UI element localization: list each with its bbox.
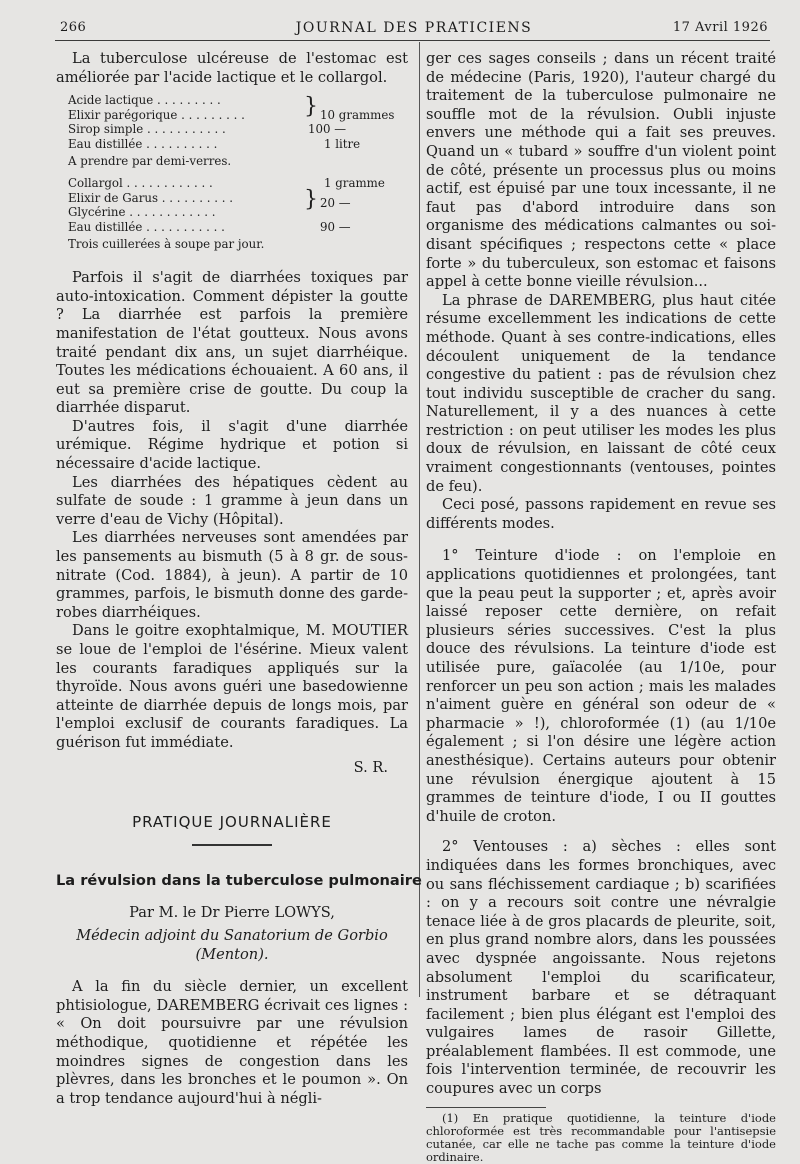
formula-quantity: 90 —	[320, 219, 351, 234]
body-paragraph: Dans le goitre exophtalmique, M. MOUTIER se loue de l'emploi de l'ésérine. Mieux valent les courants faradiques appliqués sur la thyroïde. Nous avons guéri une basedowienne atteinte de diarrhée depuis de longs mois, par l'emploi exclusif de courants faradiques. La guérison fut immédiate.	[56, 622, 408, 751]
body-paragraph: Les diarrhées des hépatiques cèdent au sulfate de soude : 1 gramme à jeun dans un verre d'eau de Vichy (Hôpital).	[56, 473, 408, 528]
body-paragraph: D'autres fois, il s'agit d'une diarrhée urémique. Régime hydrique et potion si nécessaire d'acide lactique.	[56, 417, 408, 473]
footnote: (1) En pratique quotidienne, la teinture d'iode chloroformée est très recommandable pour l'antisepsie cutanée, car elle ne tache pas comme la teinture d'iode ordinaire.	[426, 1110, 776, 1164]
left-column	[56, 50, 422, 1108]
body-paragraph: Les diarrhées nerveuses sont amendées par les pansements au bismuth (5 à 8 gr. de sous-nitrate (Cod. 1884), à jeun). A partir de 10 grammes, parfois, le bismuth donne des garde-robes diarrhéiques.	[56, 529, 408, 621]
brace-glyph: }	[304, 93, 318, 119]
article-author: Par M. le Dr Pierre LOWYS,	[129, 904, 335, 922]
issue-date: 17 Avril 1926	[672, 20, 768, 35]
formula-ingredient: Elixir parégorique . . . . . . . . .	[68, 107, 245, 122]
formula-quantity: 10 grammes	[320, 107, 395, 122]
formula-row	[68, 93, 408, 108]
formula-row	[68, 186, 408, 212]
section-title: PRATIQUE JOURNALIÈRE	[132, 813, 332, 832]
formula-instructions: A prendre par demi-verres.	[68, 153, 232, 168]
body-paragraph: Parfois il s'agit de diarrhées toxiques par auto-intoxication. Comment dépister la goutte ? La diarrhée est parfois la première manifestation de l'état goutteux. Nous avons traité pendant dix ans, un sujet diarrhéique. Toutes les médications échouaient. A 60 ans, il eut sa première crise de goutte. Du coup la diarrhée disparut.	[56, 269, 408, 417]
formula-ingredient: Elixir de Garus . . . . . . . . . .	[68, 190, 234, 205]
formula-row	[68, 220, 408, 235]
intro-paragraph: La tuberculose ulcéreuse de l'estomac est améliorée par l'acide lactique et le collargol.	[56, 50, 408, 86]
journal-title: JOURNAL DES PRATICIENS	[295, 20, 533, 36]
formula-ingredient: Acide lactique . . . . . . . . .	[68, 93, 221, 108]
page-number: 266	[60, 20, 87, 35]
page-header	[60, 18, 768, 40]
column-rule	[419, 42, 420, 997]
body-paragraph: 1° Teinture d'iode : on l'emploie en applications quotidiennes et prolongées, tant que la peau peut la supporter ; et, après avoir laissé reposer cette dernière, on refait plusieurs séries successives. C'est la plus douce des révulsions. La teinture d'iode est utilisée pure, gaïacolée (au 1/10e, pour renforcer un peu son action ; mais les malades n'aiment guère en général son odeur de « pharmacie » !), chloroformée (1) (au 1/10e également ; si l'on désire une légère action anesthésique). Certains auteurs pour obtenir une révulsion énergique ajoutent à 15 grammes de teinture d'iode, I ou II gouttes d'huile de croton.	[426, 547, 776, 825]
body-paragraph: 2° Ventouses : a) sèches : elles sont indiquées dans les formes bronchiques, avec ou sans fléchissement cardiaque ; b) scarifiées : on y a recours soit contre une névralgie tenace liée à de gros placards de pleurite, soit, en plus grand nombre alors, dans les poussées avec dyspnée angoissante. Nous rejetons absolument l'emploi du scarificateur, instrument barbare et se détraquant facilement ; bien plus élégant est l'emploi des vulgaires lames de rasoir Gillette, préalablement flambées. Il est commode, une fois l'intervention terminée, de recouvrir les coupures avec un corps	[426, 838, 776, 1098]
header-rule	[55, 40, 770, 41]
brace-glyph: }	[304, 186, 318, 212]
body-paragraph: A la fin du siècle dernier, un excellent phtisiologue, DAREMBERG écrivait ces lignes : « On doit poursuivre par une révulsion méthodique, quotidienne et répétée les moindres signes de congestion dans les plèvres, dans les bronches et le poumon ». On a trop tendance aujourd'hui à négli-	[56, 978, 408, 1107]
formula-quantity: 20 —	[320, 195, 351, 210]
formula-row	[68, 137, 408, 152]
body-paragraph: ger ces sages conseils ; dans un récent traité de médecine (Paris, 1920), l'auteur chargé du traitement de la tuberculose pulmonaire ne souffle mot de la révulsion. Oubli injuste envers une méthode qui a fait ses preuves. Quand un « tubard » souffre d'un violent point de côté, présente un processus plus ou moins actif, est épuisé par une toux incessante, il ne faut pas d'abord introduire dans son organisme des médications calmantes ou soi-disant spécifiques ; respectons cette « place forte » du tuberculeux, son estomac et faisons appel à cette bonne vieille révulsion...	[426, 50, 776, 291]
author-affiliation: Médecin adjoint du Sanatorium de Gorbio (Menton).	[76, 926, 388, 963]
formula-ingredient: Collargol . . . . . . . . . . . .	[68, 176, 213, 191]
formula-2	[68, 176, 408, 251]
formula-ingredient: Glycérine . . . . . . . . . . . .	[68, 205, 216, 220]
formula-quantity: 100 —	[308, 122, 347, 137]
formula-ingredient: Eau distillée . . . . . . . . . .	[68, 136, 218, 151]
formula-quantity: 1 litre	[324, 136, 361, 151]
formula-quantity: 1 gramme	[324, 176, 385, 191]
formula-ingredient: Eau distillée . . . . . . . . . . .	[68, 219, 225, 234]
formula-1	[68, 93, 408, 168]
formula-row	[68, 176, 408, 191]
section-title-rule	[192, 844, 272, 846]
formula-instructions: Trois cuillerées à soupe par jour.	[68, 236, 265, 251]
body-paragraph: La phrase de DAREMBERG, plus haut citée résume excellemment les indications de cette méthode. Quant à ses contre-indications, elles découlent uniquement de la tendance congestive du patient : pas de révulsion chez tout individu susceptible de cracher du sang. Naturellement, il y a des nuances à cette restriction : on peut utiliser les modes les plus doux de révulsion, en laissant de côté ceux vraiment congestionnants (ventouses, pointes de feu).	[426, 291, 776, 495]
formula-row	[68, 122, 408, 137]
formula-row	[68, 205, 408, 220]
formula-ingredient: Sirop simple . . . . . . . . . . .	[68, 122, 226, 137]
body-paragraph: Ceci posé, passons rapidement en revue ses différents modes.	[426, 496, 776, 532]
right-column	[426, 50, 776, 1164]
article-title: La révulsion dans la tuberculose pulmonaire	[56, 871, 422, 889]
signature: S. R.	[353, 758, 388, 776]
footnote-rule	[426, 1107, 546, 1108]
